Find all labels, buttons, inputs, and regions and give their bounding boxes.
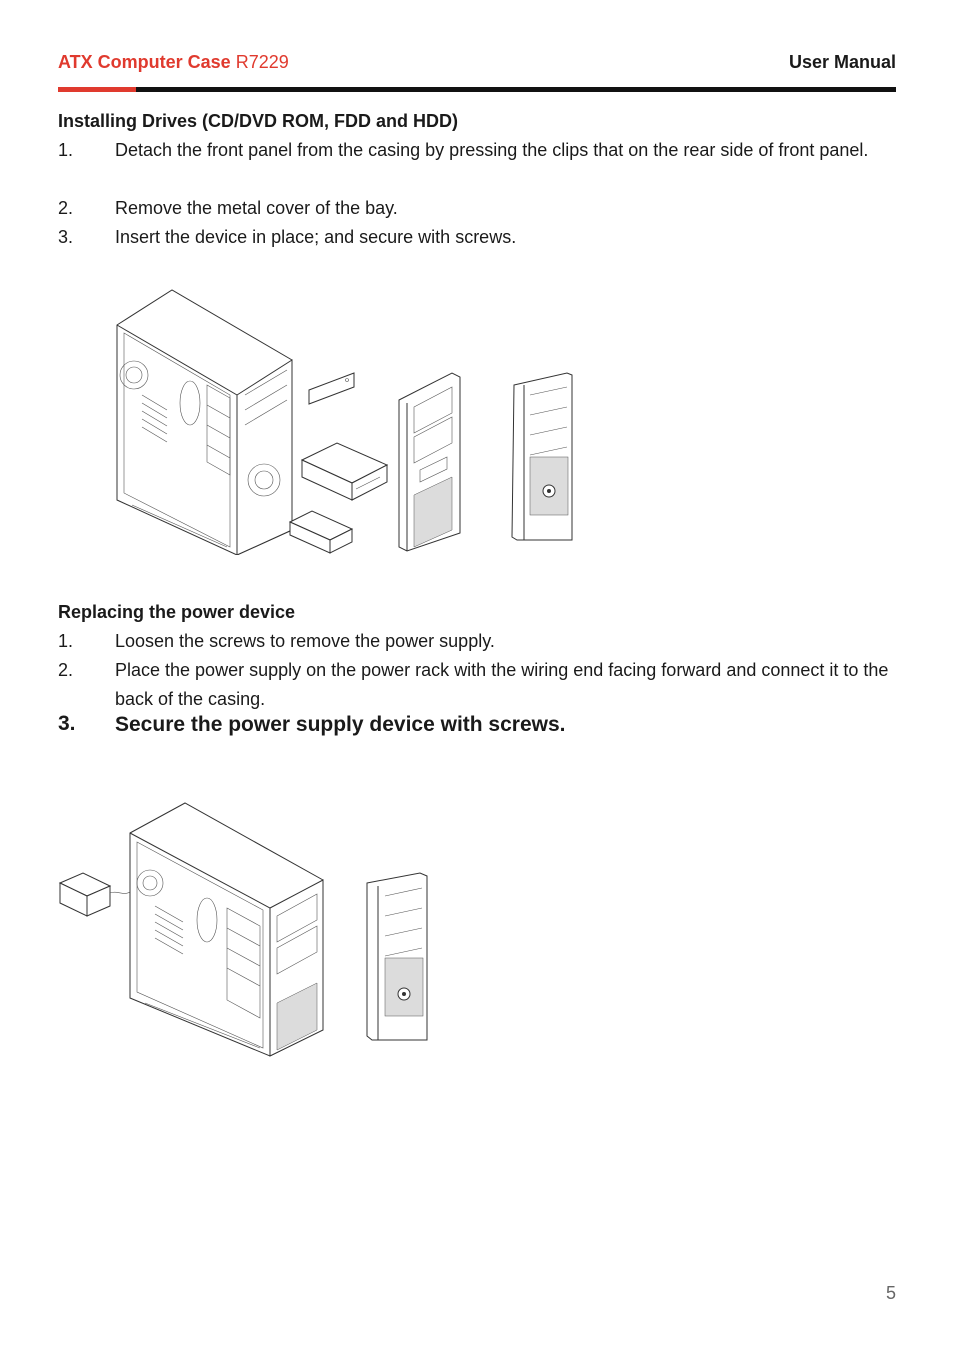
drive-installation-illustration bbox=[112, 285, 582, 555]
step-number: 1. bbox=[58, 140, 74, 160]
model-number: R7229 bbox=[235, 52, 289, 72]
open-case-drawing bbox=[130, 803, 323, 1056]
step-text: Place the power supply on the power rack with the wiring end facing forward and connect it to the back of the casing. bbox=[115, 660, 889, 709]
header-rule bbox=[58, 87, 896, 92]
front-panel-drawing bbox=[399, 373, 460, 551]
step-text: Secure the power supply device with screws. bbox=[115, 713, 566, 736]
step-text: Insert the device in place; and secure with screws. bbox=[115, 227, 517, 247]
power-supply-drawing bbox=[60, 873, 130, 916]
document-type: User Manual bbox=[788, 52, 896, 72]
step-number: 3. bbox=[58, 227, 74, 247]
step-number: 3. bbox=[58, 712, 76, 735]
step-number: 2. bbox=[58, 660, 74, 680]
section-title-replacing-power: Replacing the power device bbox=[58, 602, 296, 622]
page-header bbox=[58, 52, 896, 76]
optical-drive-drawing bbox=[302, 443, 387, 500]
header-rule-accent bbox=[58, 87, 136, 92]
step-number: 2. bbox=[58, 198, 74, 218]
product-name: ATX Computer Case bbox=[58, 52, 231, 72]
front-bezel-drawing bbox=[512, 373, 572, 540]
step-text: Detach the front panel from the casing by pressing the clips that on the rear side of front panel. bbox=[115, 140, 869, 160]
bay-cover-drawing bbox=[309, 373, 354, 404]
open-case-drawing bbox=[117, 290, 292, 555]
page-number: 5 bbox=[885, 1283, 896, 1303]
power-supply-illustration bbox=[55, 798, 445, 1058]
step-text: Loosen the screws to remove the power supply. bbox=[115, 631, 495, 651]
step-text: Remove the metal cover of the bay. bbox=[115, 198, 398, 218]
brand-title bbox=[58, 52, 289, 73]
floppy-drive-drawing bbox=[290, 511, 352, 553]
step-number: 1. bbox=[58, 631, 74, 651]
front-bezel-drawing bbox=[367, 873, 427, 1040]
section-title-installing-drives: Installing Drives (CD/DVD ROM, FDD and HDD) bbox=[58, 111, 459, 131]
